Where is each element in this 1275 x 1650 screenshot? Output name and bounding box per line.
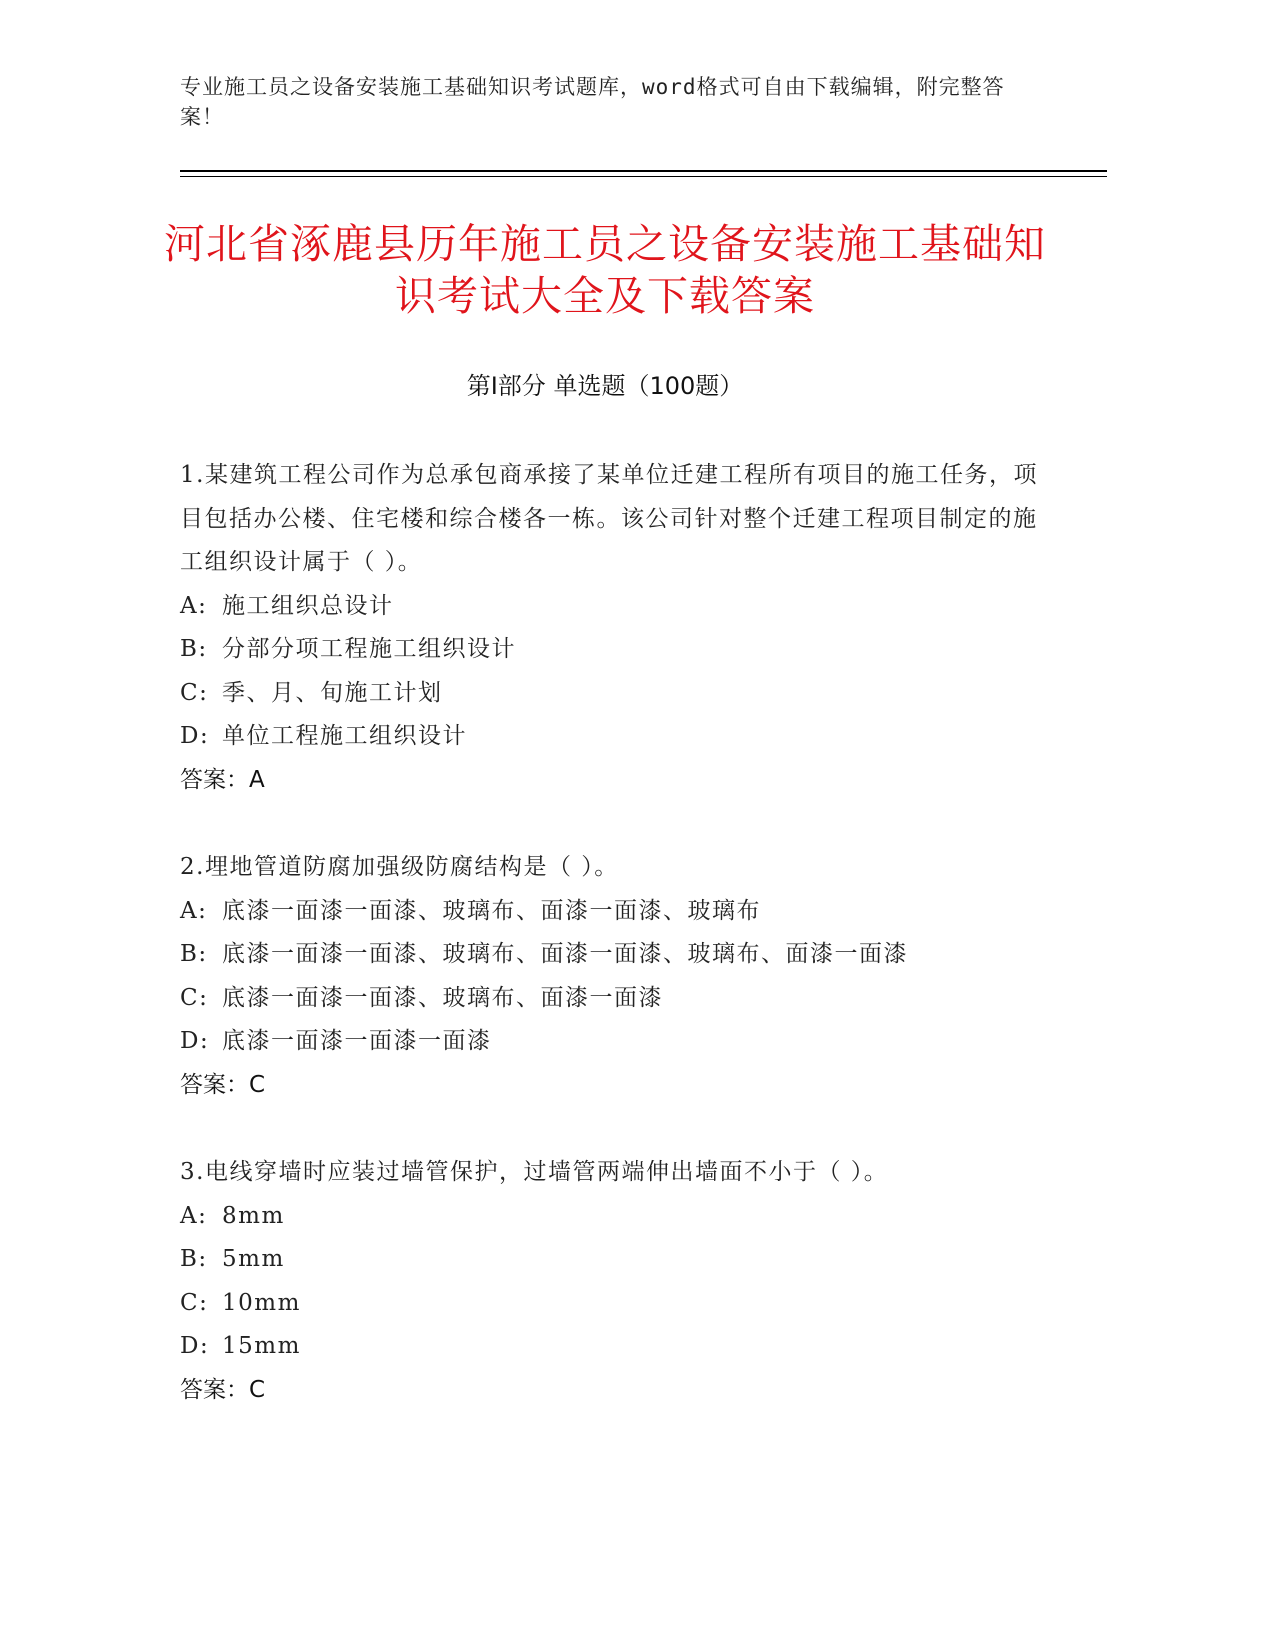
option-key: D: bbox=[180, 723, 210, 749]
header-divider-thin bbox=[180, 176, 1107, 177]
option-key: C: bbox=[180, 679, 209, 706]
question-number: 3. bbox=[180, 1159, 205, 1185]
option-c bbox=[180, 672, 1040, 716]
answer-line: 答案：C bbox=[180, 1376, 266, 1403]
option-b bbox=[180, 628, 1040, 672]
option-text: 5mm bbox=[222, 1246, 285, 1272]
document-title: 河北省涿鹿县历年施工员之设备安装施工基础知识考试大全及下载答案 bbox=[164, 220, 1046, 320]
answer-line: 答案：A bbox=[180, 766, 265, 793]
question-stem bbox=[180, 454, 1040, 585]
option-text: 8mm bbox=[222, 1202, 285, 1229]
option-c bbox=[180, 977, 1040, 1021]
option-text: 底漆一面漆一面漆一面漆 bbox=[222, 1028, 492, 1054]
option-text: 分部分项工程施工组织设计 bbox=[222, 636, 516, 662]
option-d bbox=[180, 715, 1040, 759]
question-list bbox=[180, 454, 1040, 1456]
option-key: A: bbox=[180, 1202, 208, 1229]
option-text: 施工组织总设计 bbox=[222, 592, 394, 619]
option-text: 单位工程施工组织设计 bbox=[222, 723, 467, 749]
question-1 bbox=[180, 454, 1040, 802]
question-number: 2. bbox=[180, 854, 205, 880]
option-text: 15mm bbox=[222, 1333, 301, 1359]
option-text: 底漆一面漆一面漆、玻璃布、面漆一面漆、玻璃布、面漆一面漆 bbox=[222, 941, 908, 967]
answer-line: 答案：C bbox=[180, 1071, 266, 1098]
option-b bbox=[180, 1238, 1040, 1282]
option-a bbox=[180, 585, 1040, 629]
question-stem bbox=[180, 1151, 1040, 1195]
option-text: 季、月、旬施工计划 bbox=[222, 679, 443, 706]
option-text: 10mm bbox=[222, 1289, 301, 1316]
question-number: 1. bbox=[180, 462, 205, 488]
option-key: D: bbox=[180, 1028, 210, 1054]
question-text: 某建筑工程公司作为总承包商承接了某单位迁建工程所有项目的施工任务，项目包括办公楼、住宅楼和综合楼各一栋。该公司针对整个迁建工程项目制定的施工组织设计属于（ ）。 bbox=[180, 462, 1038, 575]
option-key: B: bbox=[180, 941, 208, 967]
option-key: C: bbox=[180, 984, 209, 1011]
question-stem bbox=[180, 846, 1040, 890]
option-b bbox=[180, 933, 1040, 977]
option-text: 底漆一面漆一面漆、玻璃布、面漆一面漆 bbox=[222, 984, 663, 1011]
option-a bbox=[180, 890, 1040, 934]
option-c bbox=[180, 1282, 1040, 1326]
header-note: 专业施工员之设备安装施工基础知识考试题库，word格式可自由下载编辑，附完整答案！ bbox=[180, 75, 1005, 129]
option-d bbox=[180, 1325, 1040, 1369]
question-2 bbox=[180, 846, 1040, 1107]
option-key: C: bbox=[180, 1289, 209, 1316]
question-text: 电线穿墙时应装过墙管保护，过墙管两端伸出墙面不小于（ ）。 bbox=[204, 1159, 889, 1185]
option-text: 底漆一面漆一面漆、玻璃布、面漆一面漆、玻璃布 bbox=[222, 897, 761, 924]
header-divider-thick bbox=[180, 170, 1107, 172]
option-key: B: bbox=[180, 636, 208, 662]
question-3 bbox=[180, 1151, 1040, 1412]
option-key: D: bbox=[180, 1333, 210, 1359]
option-d bbox=[180, 1020, 1040, 1064]
option-key: A: bbox=[180, 592, 208, 619]
option-a bbox=[180, 1195, 1040, 1239]
option-key: A: bbox=[180, 897, 208, 924]
question-text: 埋地管道防腐加强级防腐结构是（ ）。 bbox=[204, 854, 619, 880]
section-heading: 第Ⅰ部分 单选题（100题） bbox=[466, 372, 744, 400]
option-key: B: bbox=[180, 1246, 208, 1272]
